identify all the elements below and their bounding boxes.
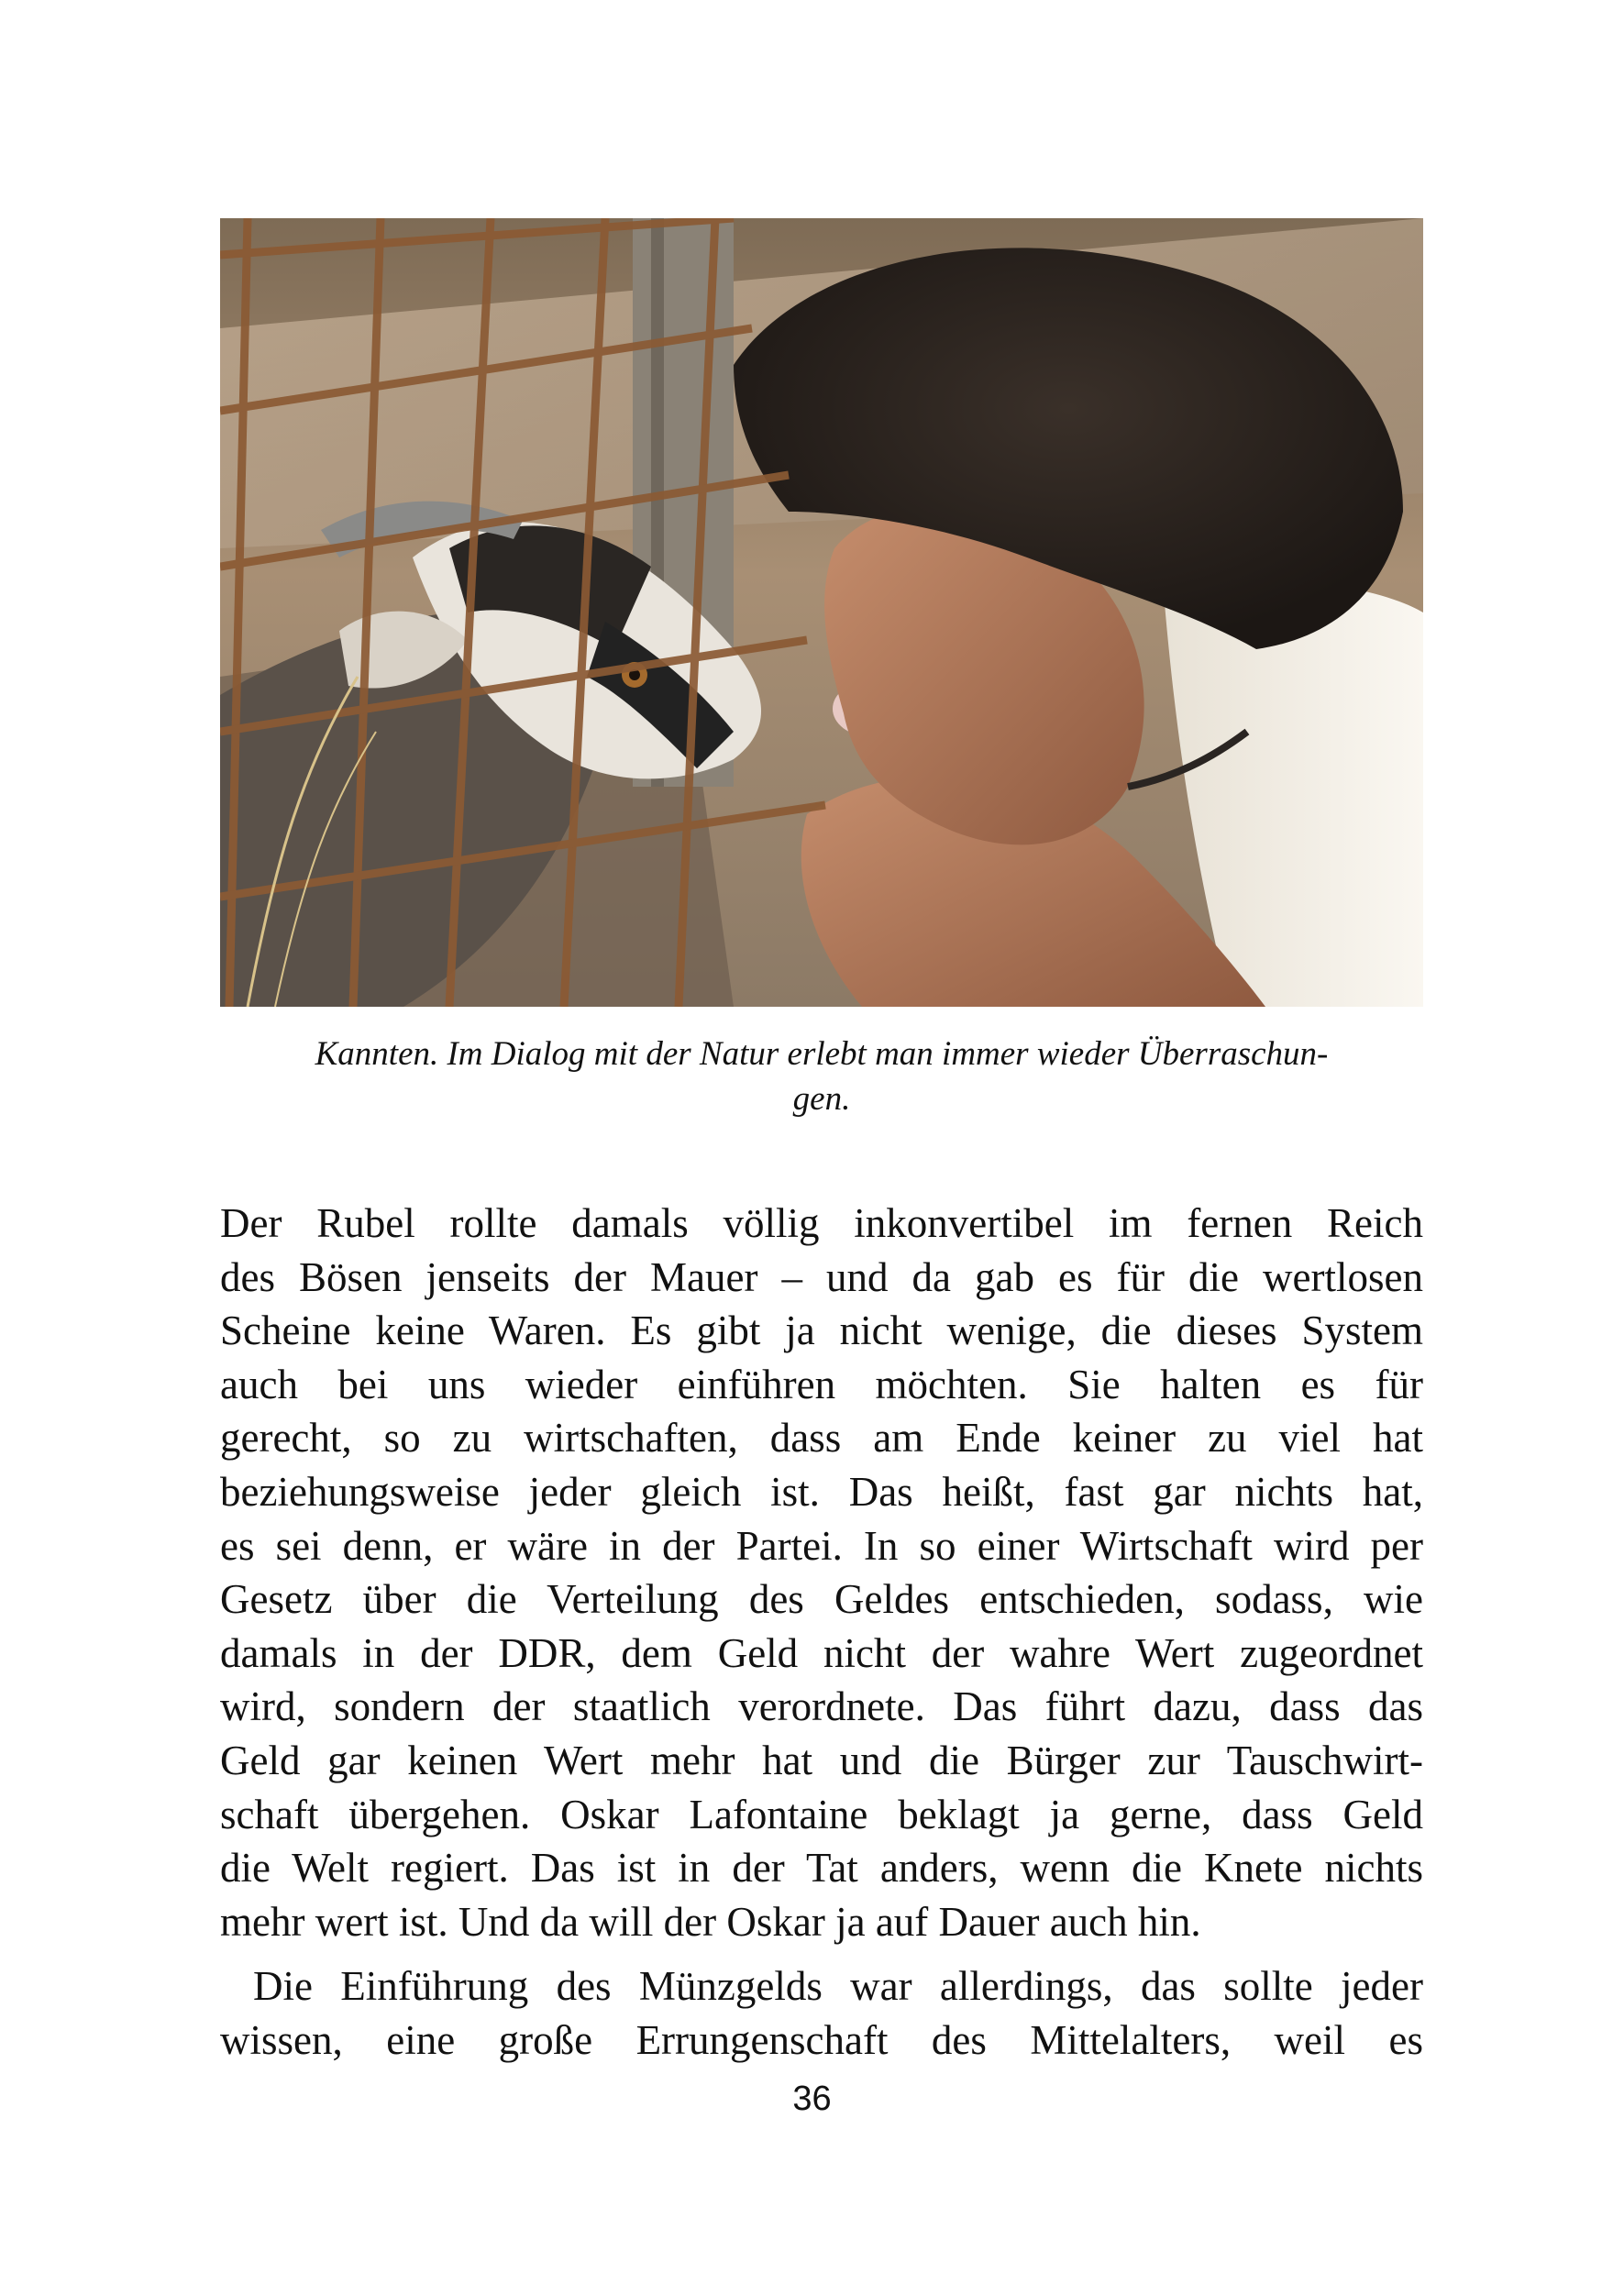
paragraph — [220, 1959, 1423, 2067]
text-line: Gesetz über die Verteilung des Geldes entschieden, sodass, wie — [220, 1576, 1423, 1623]
text-line: Geld gar keinen Wert mehr hat und die Bürger zur Tauschwirt- — [220, 1737, 1423, 1783]
page-number: 36 — [792, 2080, 832, 2118]
text-line: Der Rubel rollte damals völlig inkonvertibel im fernen Reich — [220, 1200, 1423, 1246]
photo-illustration — [220, 218, 1423, 1007]
paragraph-gap — [220, 1948, 1423, 1959]
text-line: mehr wert ist. Und da will der Oskar ja auf Dauer auch hin. — [220, 1898, 1201, 1945]
text-line: auch bei uns wieder einführen möchten. Sie halten es für — [220, 1361, 1423, 1407]
paragraph — [220, 1197, 1423, 1948]
text-line: Die Einführung des Münzgelds war allerdings, das sollte jeder — [253, 1963, 1423, 2010]
text-line: schaft übergehen. Oskar Lafontaine beklagt ja gerne, dass Geld — [220, 1791, 1423, 1837]
text-line: Scheine keine Waren. Es gibt ja nicht wenige, die dieses System — [220, 1308, 1423, 1354]
body-text — [220, 1197, 1423, 2068]
text-line: damals in der DDR, dem Geld nicht der wahre Wert zugeordnet — [220, 1629, 1423, 1676]
photo-caption — [220, 1032, 1423, 1121]
photo-man-and-goat — [220, 218, 1423, 1007]
text-line: die Welt regiert. Das ist in der Tat anders, wenn die Knete nichts — [220, 1845, 1423, 1892]
caption-line: Kannten. Im Dialog mit der Natur erlebt man immer wieder Überraschun- — [315, 1035, 1329, 1073]
text-line: wird, sondern der staatlich verordnete. Das führt dazu, dass das — [220, 1683, 1423, 1730]
text-line: es sei denn, er wäre in der Partei. In so einer Wirtschaft wird per — [220, 1522, 1423, 1569]
text-line: wissen, eine große Errungenschaft des Mittelalters, weil es — [220, 2016, 1423, 2063]
text-line: des Bösen jenseits der Mauer – und da gab es für die wertlosen — [220, 1253, 1423, 1300]
text-line: beziehungsweise jeder gleich ist. Das heißt, fast gar nichts hat, — [220, 1468, 1423, 1515]
text-line: gerecht, so zu wirtschaften, dass am Ende keiner zu viel hat — [220, 1415, 1423, 1462]
caption-line: gen. — [792, 1080, 851, 1118]
